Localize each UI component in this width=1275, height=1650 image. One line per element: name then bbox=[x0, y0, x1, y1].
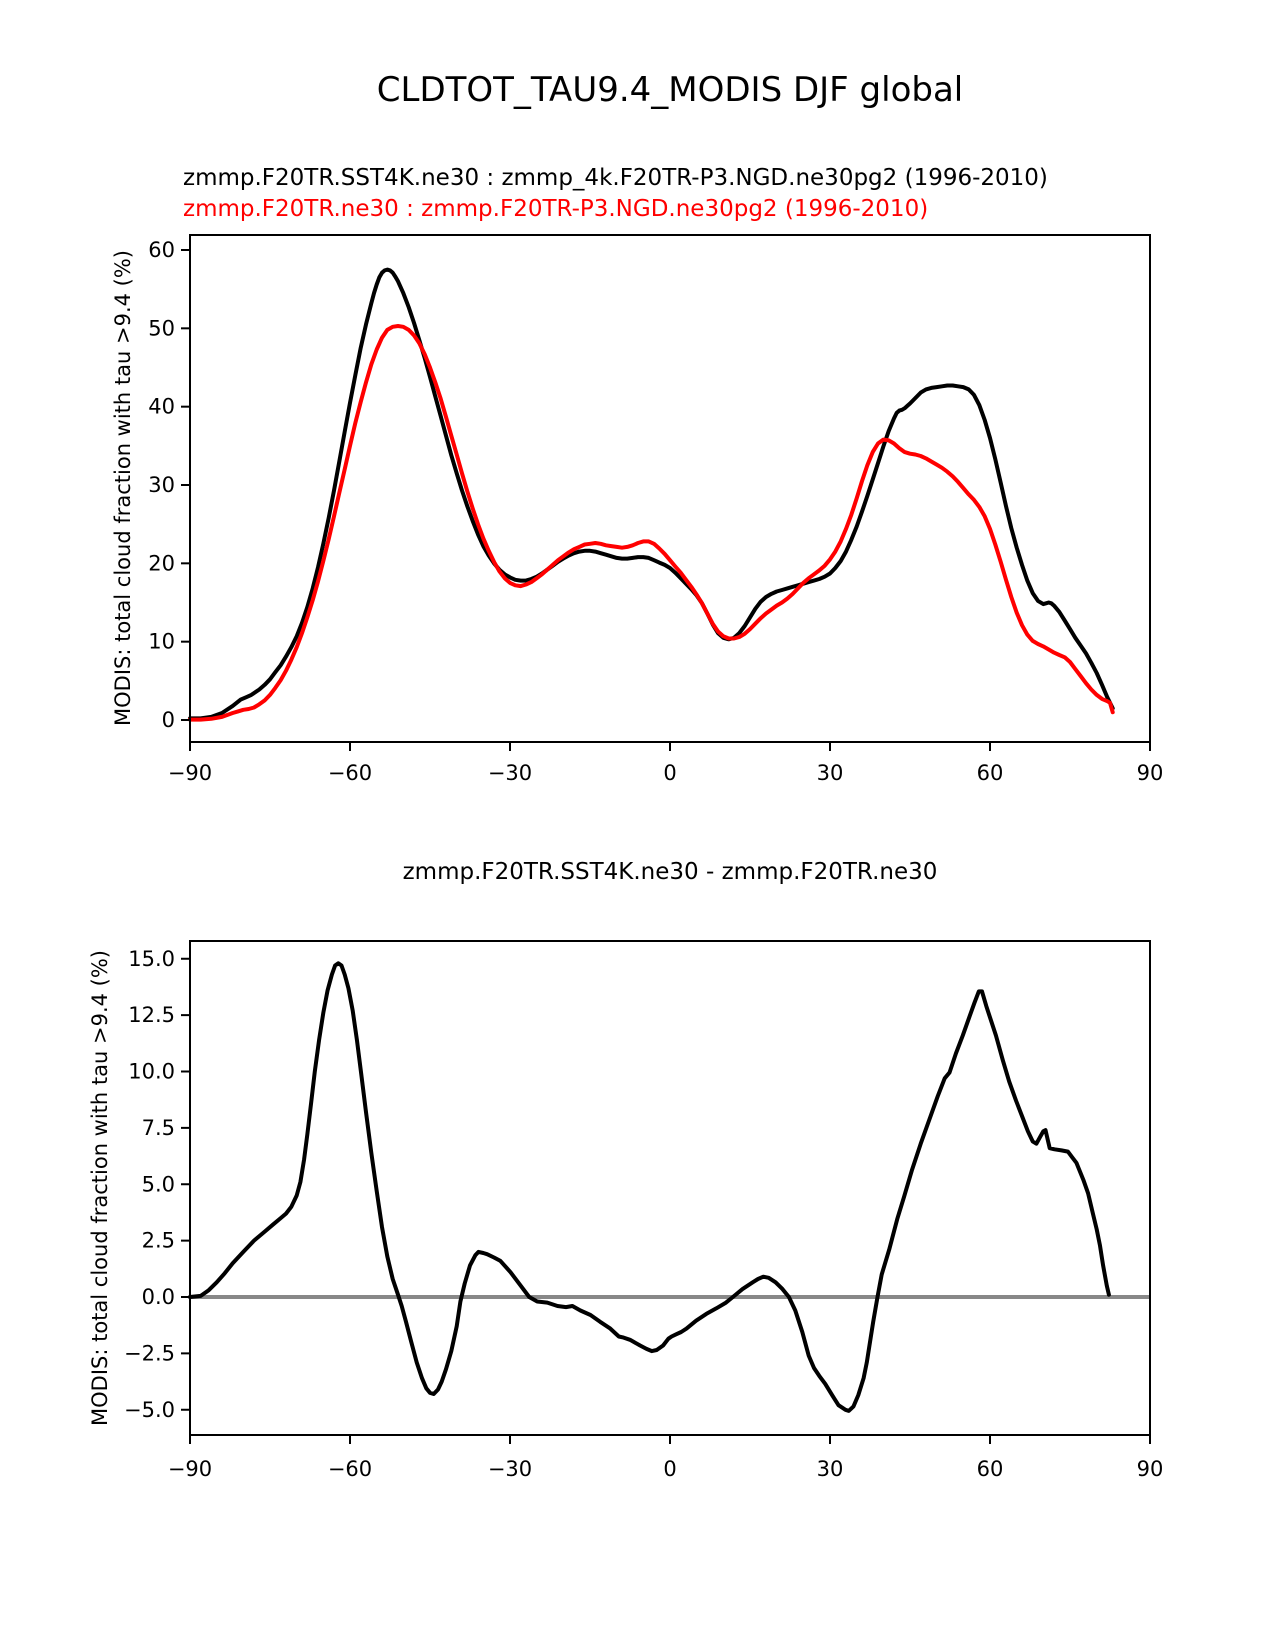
bottom-chart-y-tick-label: 7.5 bbox=[141, 1115, 175, 1140]
bottom-chart-y-tick-label: 2.5 bbox=[141, 1228, 175, 1253]
bottom-chart-x-tick-label: −30 bbox=[487, 1457, 533, 1481]
bottom-chart-axes-frame bbox=[190, 941, 1150, 1435]
top-chart-y-tick-label: 50 bbox=[148, 316, 175, 341]
top-chart-y-tick-label: 0 bbox=[161, 708, 175, 732]
bottom-chart-x-tick-label: −60 bbox=[327, 1457, 373, 1481]
legend-entry-sst4k-run: zmmp.F20TR.SST4K.ne30 : zmmp_4k.F20TR-P3.NGD.ne30pg2 (1996-2010) bbox=[183, 165, 1048, 191]
top-chart-series-0-line bbox=[190, 270, 1113, 719]
bottom-chart-x-tick-label: 0 bbox=[663, 1457, 677, 1481]
bottom-chart-y-axis-label: MODIS: total cloud fraction with tau >9.4 (%) bbox=[88, 950, 112, 1426]
top-chart-x-tick-label: −90 bbox=[167, 761, 213, 785]
bottom-chart-x-tick-label: 30 bbox=[816, 1457, 844, 1481]
bottom-chart-y-tick-label: 5.0 bbox=[141, 1172, 175, 1197]
bottom-chart-y-tick-label: −2.5 bbox=[124, 1341, 175, 1366]
top-chart-y-axis-label: MODIS: total cloud fraction with tau >9.4 (%) bbox=[111, 250, 135, 726]
bottom-chart-y-tick-label: 15.0 bbox=[128, 946, 175, 971]
top-chart-y-tick-label: 10 bbox=[148, 629, 175, 654]
bottom-chart-x-tick-label: 90 bbox=[1136, 1457, 1164, 1481]
bottom-chart-series-0-line bbox=[190, 963, 1109, 1411]
top-chart-y-tick-label: 20 bbox=[148, 551, 175, 576]
bottom-chart-x-tick-label: 60 bbox=[976, 1457, 1004, 1481]
top-chart-x-tick-label: −60 bbox=[327, 761, 373, 785]
top-chart-x-tick-label: −30 bbox=[487, 761, 533, 785]
bottom-chart-title: zmmp.F20TR.SST4K.ne30 - zmmp.F20TR.ne30 bbox=[402, 859, 938, 885]
bottom-chart-y-tick-label: −5.0 bbox=[124, 1397, 175, 1422]
top-chart-x-tick-label: 30 bbox=[816, 761, 844, 785]
top-chart-x-tick-label: 0 bbox=[663, 761, 677, 785]
top-chart-y-tick-label: 60 bbox=[148, 238, 175, 263]
bottom-chart-y-tick-label: 12.5 bbox=[128, 1003, 175, 1028]
bottom-chart-y-tick-label: 0.0 bbox=[141, 1285, 175, 1309]
top-chart-x-tick-label: 60 bbox=[976, 761, 1004, 785]
bottom-chart-y-tick-label: 10.0 bbox=[128, 1059, 175, 1084]
top-chart-y-tick-label: 40 bbox=[148, 394, 175, 419]
figure-title: CLDTOT_TAU9.4_MODIS DJF global bbox=[376, 70, 964, 110]
bottom-chart-x-tick-label: −90 bbox=[167, 1457, 213, 1481]
top-chart-x-tick-label: 90 bbox=[1136, 761, 1164, 785]
legend-entry-control-run: zmmp.F20TR.ne30 : zmmp.F20TR-P3.NGD.ne30pg2 (1996-2010) bbox=[183, 196, 929, 222]
top-chart-y-tick-label: 30 bbox=[148, 473, 175, 498]
